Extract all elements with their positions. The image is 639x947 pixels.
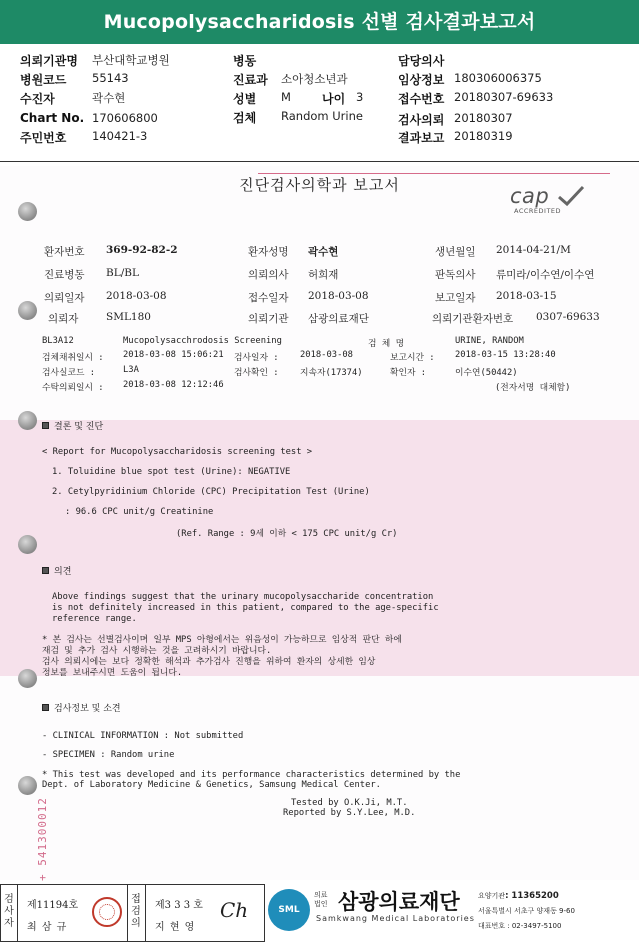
specimen-name-value: URINE, RANDOM (455, 336, 524, 346)
resident-no-value: 140421-3 (92, 129, 148, 143)
sml-logo: SML (268, 889, 310, 931)
checkmark-icon (556, 185, 586, 207)
ward-label: 병동 (233, 54, 257, 68)
patient-value: 곽수현 (92, 91, 126, 105)
opinion-note-2: 재검 및 추가 검사 시행하는 것을 고려하시기 바랍니다. (42, 646, 272, 656)
department-value: 소아청소년과 (281, 72, 348, 86)
age-value: 3 (356, 90, 364, 104)
specimen-name-label: 검 체 명 (368, 339, 405, 349)
box2-vert-char: 검 (131, 906, 141, 917)
official-seal-icon (92, 897, 122, 927)
org-tel: 대표번호 : 02-3497-5100 (478, 922, 562, 930)
chart-no-label: Chart No. (20, 111, 85, 125)
confirmer-label: 확인자 : (390, 368, 427, 378)
rep-date-label: 보고일자 (435, 292, 476, 304)
clinical-info-label: 임상정보 (398, 73, 445, 87)
org-prefix (314, 891, 328, 909)
specimen-label: 검체 (233, 111, 257, 125)
box1-name: 최 삼 규 (27, 922, 68, 933)
report-title-banner: Mucopolysaccharidosis 선별 검사결과보고서 (0, 0, 639, 44)
test-info-heading-text: 검사정보 및 소견 (54, 704, 121, 714)
result-report-label: 결과보고 (398, 131, 445, 145)
report-time-value: 2018-03-15 13:28:40 (455, 350, 556, 360)
report-time-label: 보고시간 : (390, 353, 435, 363)
institution-value: 부산대학교병원 (92, 53, 170, 67)
opinion-heading (42, 564, 71, 577)
result-item-2-ref: (Ref. Range : 9세 이하 < 175 CPC unit/g Cr) (176, 529, 398, 539)
patient-no-label: 환자번호 (44, 246, 85, 258)
punch-hole-icon (18, 776, 37, 795)
box1-vertical-label (3, 894, 15, 930)
receipt-time-label: 수탁의뢰일시 : (42, 383, 104, 393)
confirmer-value: 이수연(50442) (455, 368, 518, 378)
reported-by: Reported by S.Y.Lee, M.D. (283, 808, 416, 818)
test-request-label: 검사의뢰 (398, 113, 445, 127)
sex-label: 성별 (233, 92, 257, 106)
cap-accredited-logo (510, 184, 592, 216)
collect-time-label: 검체채취일시 : (42, 353, 104, 363)
org-contact-info (478, 889, 575, 934)
test-date-label: 검사일자 : (234, 353, 279, 363)
lab-report-scan (0, 166, 639, 880)
results-heading (42, 419, 103, 432)
box2-vertical-label (130, 894, 142, 930)
lab-code-value: L3A (123, 365, 139, 375)
vertical-serial-number (36, 791, 50, 891)
org-name: 삼광의료재단 (338, 890, 460, 914)
serial-number-text: + 541300012 (36, 797, 49, 881)
inst-patient-no-label: 의뢰기관환자번호 (432, 313, 514, 325)
report-for-line: < Report for Mucopolysaccharidosis screening test > (42, 447, 313, 457)
box2-name: 지 현 영 (155, 922, 196, 933)
reading-doctor-label: 판독의사 (435, 269, 476, 281)
req-doctor-value: 허희재 (308, 269, 339, 281)
box2-vert-char: 접 (131, 894, 141, 905)
rec-date-label: 접수일자 (248, 292, 289, 304)
request-info-header (0, 44, 639, 162)
test-code: BL3A12 (42, 336, 74, 346)
dev-note-1: * This test was developed and its performance characteristics determined by the (42, 770, 461, 780)
test-confirm-label: 검사확인 : (234, 368, 279, 378)
clinic-value: BL/BL (106, 267, 139, 279)
provider-no-value: : 11365200 (505, 891, 559, 901)
cap-logo-sub: ACCREDITED (514, 207, 562, 215)
patient-name-label: 환자성명 (248, 246, 289, 258)
dev-note-2: Dept. of Laboratory Medicine & Genetics, Samsung Medical Center. (42, 780, 381, 790)
reading-doctor-value: 류미라/이수연/이수연 (496, 269, 595, 281)
opinion-heading-text: 의견 (54, 567, 72, 577)
punch-hole-icon (18, 535, 37, 554)
department-label: 진료과 (233, 73, 268, 87)
section-square-icon (42, 422, 49, 429)
receipt-no-label: 접수번호 (398, 92, 445, 106)
receipt-no-value: 20180307-69633 (454, 90, 554, 104)
birth-label: 생년월일 (435, 246, 476, 258)
signature-box-divider (127, 884, 128, 942)
req-doctor-label: 의뢰의사 (248, 269, 289, 281)
opinion-line-2: is not definitely increased in this patient, compared to the age-specific (52, 603, 439, 613)
org-english-name: Samkwang Medical Laboratories (316, 914, 475, 923)
test-name: Mucopolysacchrodosis Screening (123, 336, 282, 346)
result-report-value: 20180319 (454, 129, 513, 143)
rec-date-value: 2018-03-08 (308, 290, 369, 302)
req-inst-value: 삼광의료재단 (308, 313, 369, 325)
resident-no-label: 주민번호 (20, 131, 67, 145)
requester-value: SML180 (106, 311, 151, 323)
section-square-icon (42, 704, 49, 711)
rep-date-value: 2018-03-15 (496, 290, 557, 302)
org-prefix-line: 의료 (314, 891, 328, 899)
sex-value: M (281, 90, 291, 104)
opinion-line-3: reference range. (52, 614, 137, 624)
box1-vert-char: 검 (4, 894, 14, 905)
test-date-value: 2018-03-08 (300, 350, 353, 360)
hospital-code-value: 55143 (92, 71, 129, 85)
result-item-1: 1. Toluidine blue spot test (Urine): NEGATIVE (52, 467, 291, 477)
header-divider (0, 161, 639, 162)
provider-no-label: 요양기관 (478, 892, 506, 900)
specimen-value: Random Urine (281, 109, 363, 123)
age-label: 나이 (322, 92, 346, 106)
provider-no (478, 889, 575, 904)
punch-hole-icon (18, 301, 37, 320)
punch-hole-icon (18, 202, 37, 221)
cap-logo-word: cap (510, 184, 550, 208)
box1-vert-char: 사 (4, 906, 14, 917)
box2-vert-char: 의 (131, 918, 141, 929)
req-date-label: 의뢰일자 (44, 292, 85, 304)
section-square-icon (42, 567, 49, 574)
punch-hole-icon (18, 411, 37, 430)
result-item-2: 2. Cetylpyridinium Chloride (CPC) Precipitation Test (Urine) (52, 487, 370, 497)
opinion-note-1: * 본 검사는 선별검사이며 일부 MPS 아형에서는 위음성이 가능하므로 임상적 판단 하에 (42, 635, 402, 645)
result-item-2-value: : 96.6 CPC unit/g Creatinine (65, 507, 214, 517)
clinical-info-value: 180306006375 (454, 71, 542, 85)
signature-box-divider (17, 884, 18, 942)
test-info-heading (42, 701, 121, 714)
box1-license-no: 제11194호 (27, 900, 79, 911)
hospital-code-label: 병원코드 (20, 73, 67, 87)
org-prefix-line: 법인 (314, 900, 328, 908)
requester-label: 의뢰자 (48, 313, 79, 325)
signature-box-divider (145, 884, 146, 942)
chart-no-value: 170606800 (92, 111, 158, 125)
clinical-info-line: - CLINICAL INFORMATION : Not submitted (42, 731, 244, 741)
inst-patient-no-value: 0307-69633 (536, 311, 600, 323)
req-inst-label: 의뢰기관 (248, 313, 289, 325)
birth-value: 2014-04-21/M (496, 244, 571, 256)
req-date-value: 2018-03-08 (106, 290, 167, 302)
tested-by: Tested by O.K.Ji, M.T. (291, 798, 408, 808)
opinion-note-4: 정보를 보내주시면 도움이 됩니다. (42, 668, 183, 678)
handwritten-signature: Ch (220, 898, 249, 922)
patient-label: 수진자 (20, 92, 55, 106)
results-heading-text: 결론 및 진단 (54, 422, 104, 432)
lab-code-label: 검사실코드 : (42, 368, 96, 378)
opinion-note-3: 검사 의뢰시에는 보다 정확한 해석과 추가검사 진행을 위하여 환자의 상세한 임상 (42, 657, 376, 667)
institution-label: 의뢰기관명 (20, 54, 78, 68)
patient-name-value: 곽수현 (308, 246, 339, 258)
box1-vert-char: 자 (4, 918, 14, 929)
patient-no-value: 369-92-82-2 (106, 244, 178, 256)
punch-hole-icon (18, 669, 37, 688)
box2-license-no: 제3 3 3 호 (155, 900, 203, 911)
esign-note: (전자서명 대체함) (495, 383, 571, 393)
collect-time-value: 2018-03-08 15:06:21 (123, 350, 224, 360)
physician-label: 담당의사 (398, 54, 445, 68)
clinic-label: 진료병동 (44, 269, 85, 281)
receipt-time-value: 2018-03-08 12:12:46 (123, 380, 224, 390)
lab-report-title: 진단검사의학과 보고서 (239, 176, 400, 194)
opinion-line-1: Above findings suggest that the urinary mucopolysaccharide concentration (52, 592, 434, 602)
specimen-line: - SPECIMEN : Random urine (42, 750, 175, 760)
test-request-value: 20180307 (454, 111, 513, 125)
test-confirm-value: 지속자(17374) (300, 368, 363, 378)
org-address: 서울특별시 서초구 양재동 9-60 (478, 907, 575, 915)
